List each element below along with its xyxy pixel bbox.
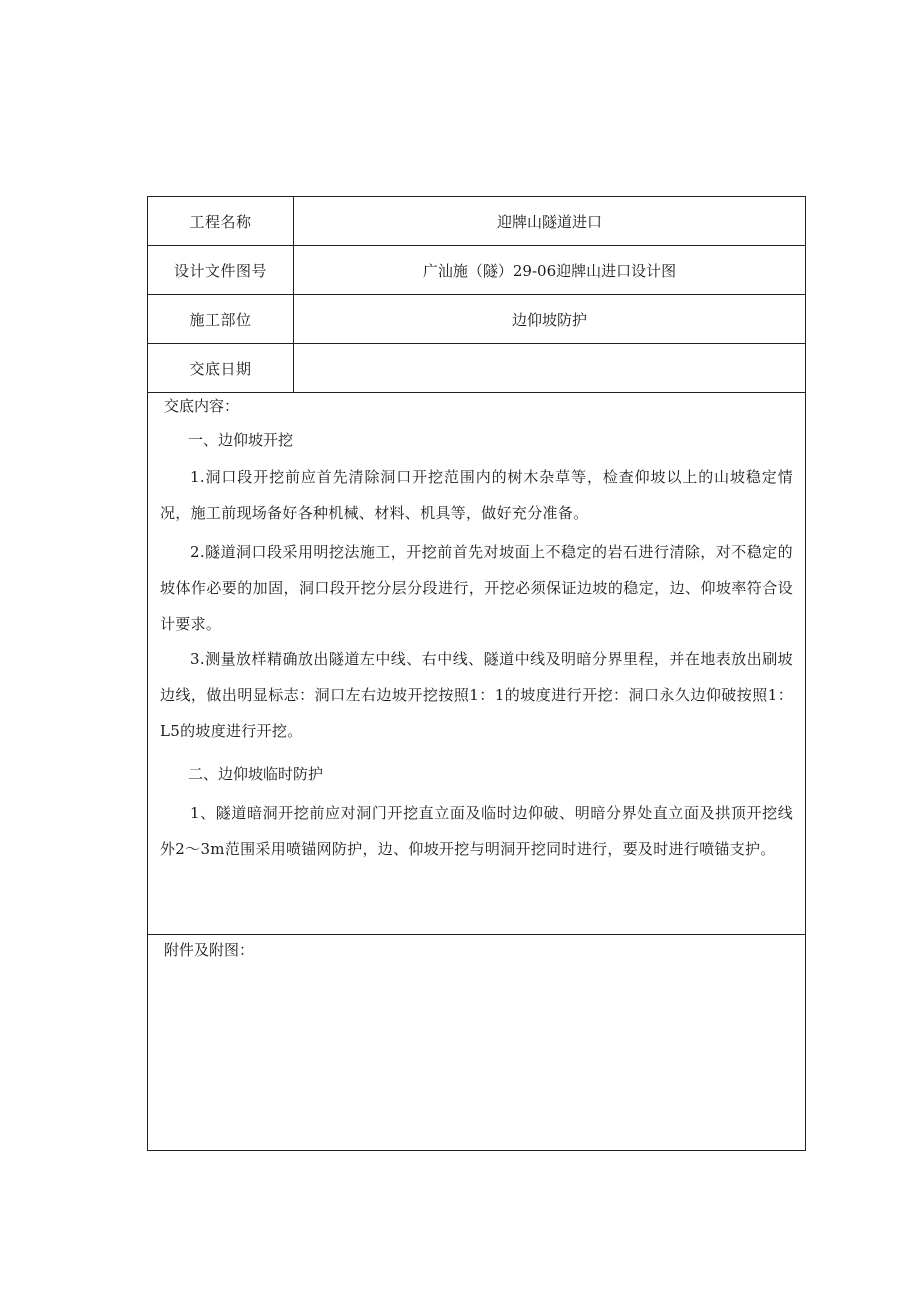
design-drawing-number-value: 广汕施（隧）29-06迎牌山进口设计图 <box>422 261 677 280</box>
disclosure-content <box>148 393 805 935</box>
design-drawing-number-label: 设计文件图号 <box>148 246 294 294</box>
construction-part-value: 边仰坡防护 <box>511 310 587 329</box>
row-disclosure-date <box>148 344 805 393</box>
project-name-label: 工程名称 <box>148 197 294 245</box>
content-heading: 交底内容： <box>164 397 240 415</box>
project-name-value: 迎牌山隧道进口 <box>496 212 602 231</box>
row-construction-part <box>148 295 805 344</box>
section1-title: 一、边仰坡开挖 <box>188 431 294 449</box>
section2-item-1: 1、隧道暗洞开挖前应对洞门开挖直立面及临时边仰破、明暗分界处直立面及拱顶开挖线外2～3m范围采用喷锚网防护，边、仰坡开挖与明洞开挖同时进行，要及时进行喷锚支护。 <box>160 804 793 858</box>
section1-item-3: 3.测量放样精确放出隧道左中线、右中线、隧道中线及明暗分界里程，并在地表放出刷坡边线，做出明显标志：洞口左右边坡开挖按照1：1的坡度进行开挖：洞口永久边仰破按照1：L5的坡度进行开挖。 <box>160 650 793 740</box>
section1-item-1: 1.洞口段开挖前应首先清除洞口开挖范围内的树木杂草等，检查仰坡以上的山坡稳定情况，施工前现场备好各种机械、材料、机具等，做好充分准备。 <box>160 468 793 522</box>
disclosure-date-label: 交底日期 <box>148 344 294 392</box>
section1-item-2: 2.隧道洞口段采用明挖法施工，开挖前首先对坡面上不稳定的岩石进行清除，对不稳定的坡体作必要的加固，洞口段开挖分层分段进行，开挖必须保证边坡的稳定，边、仰坡率符合设计要求。 <box>160 543 793 633</box>
construction-part-label: 施工部位 <box>148 295 294 343</box>
row-design-drawing-number <box>148 246 805 295</box>
disclosure-date-value <box>294 344 805 392</box>
row-project-name <box>148 197 805 246</box>
attachment-label: 附件及附图： <box>164 941 255 959</box>
section2-title: 二、边仰坡临时防护 <box>188 765 324 783</box>
disclosure-form <box>147 196 806 1151</box>
